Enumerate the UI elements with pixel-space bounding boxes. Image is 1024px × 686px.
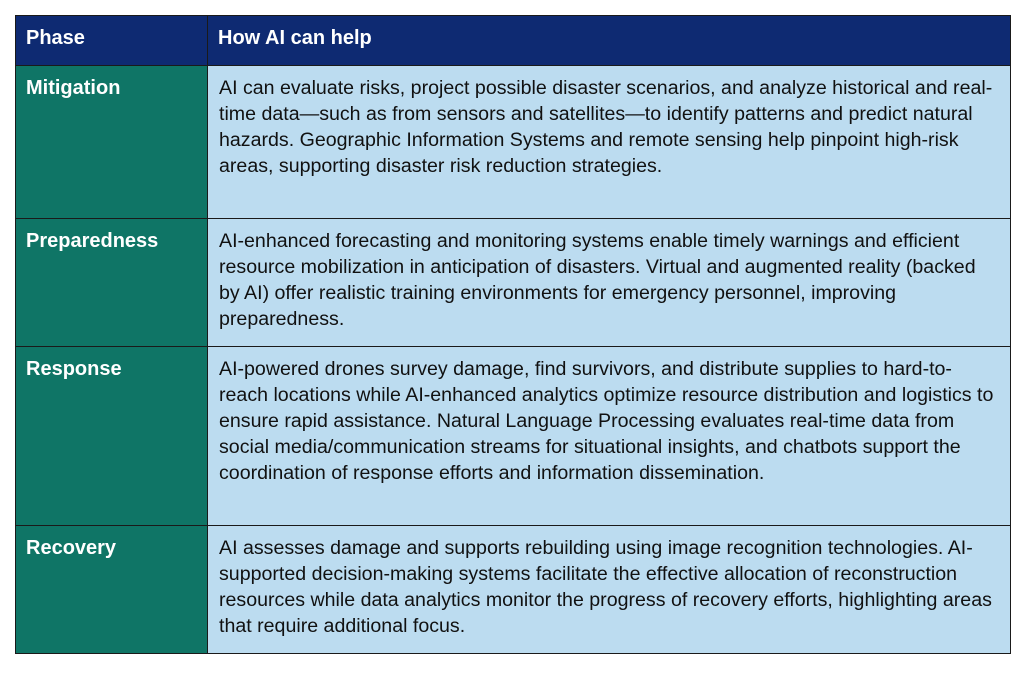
table-row-preparedness (16, 219, 1011, 347)
phase-cell-response: Response (16, 347, 208, 526)
table-row-mitigation (16, 66, 1011, 219)
help-cell-mitigation: AI can evaluate risks, project possible disaster scenarios, and analyze historical and real-time data—such as from sensors and satellites—to identify patterns and predict natural hazards. Geographic Information Systems and remote sensing help pinpoint high-risk areas, supporting disaster risk reduction strategies. (208, 66, 1011, 219)
help-cell-preparedness: AI-enhanced forecasting and monitoring systems enable timely warnings and efficient resource mobilization in anticipation of disasters. Virtual and augmented reality (backed by AI) offer realistic training environments for emergency personnel, improving preparedness. (208, 219, 1011, 347)
phase-cell-mitigation: Mitigation (16, 66, 208, 219)
table-header-row (16, 16, 1011, 66)
ai-disaster-phases-table (15, 15, 1011, 654)
help-cell-response: AI-powered drones survey damage, find survivors, and distribute supplies to hard-to-reach locations while AI-enhanced analytics optimize resource distribution and logistics to ensure rapid assistance. Natural Language Processing evaluates real-time data from social media/communication streams for situational insights, and chatbots support the coordination of response efforts and information dissemination. (208, 347, 1011, 526)
phase-column-header: Phase (16, 16, 208, 66)
phase-cell-recovery: Recovery (16, 526, 208, 654)
phase-cell-preparedness: Preparedness (16, 219, 208, 347)
help-cell-recovery: AI assesses damage and supports rebuilding using image recognition technologies. AI-supported decision-making systems facilitate the effective allocation of reconstruction resources while data analytics monitor the progress of recovery efforts, highlighting areas that require additional focus. (208, 526, 1011, 654)
table-row-response (16, 347, 1011, 526)
how-ai-can-help-column-header: How AI can help (208, 16, 1011, 66)
table-row-recovery (16, 526, 1011, 654)
